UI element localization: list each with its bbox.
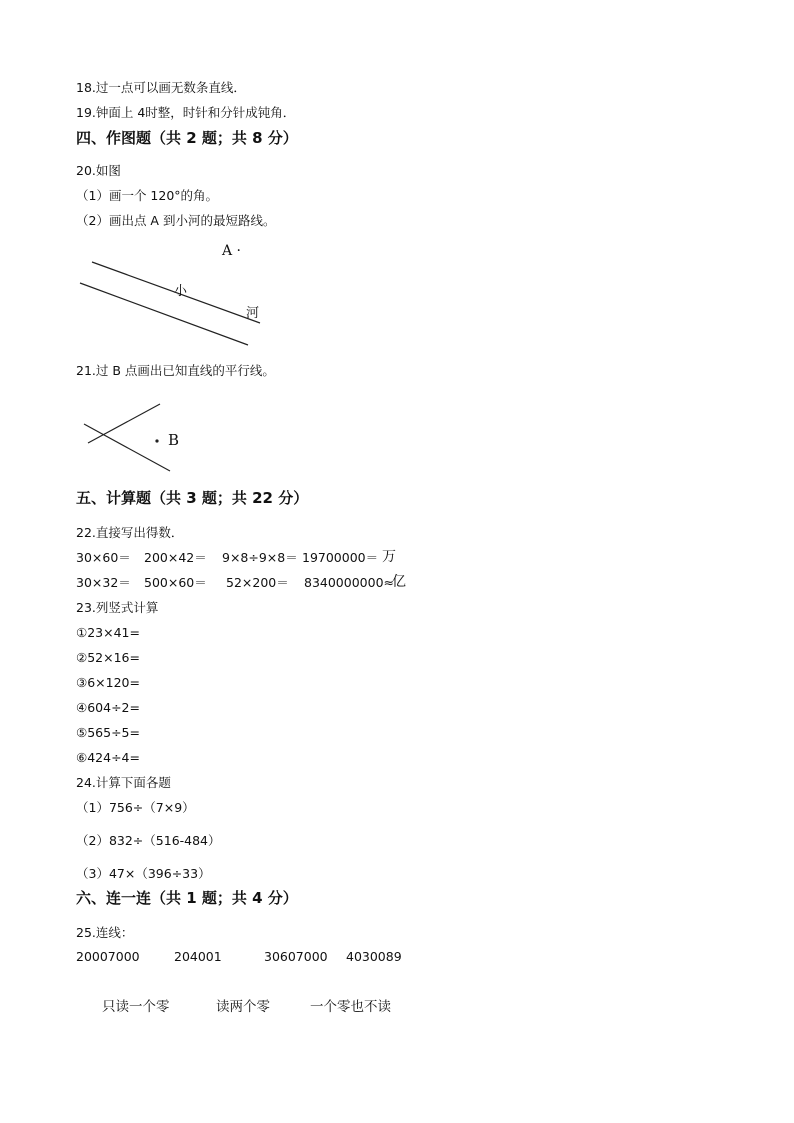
q21-line-1 (88, 404, 160, 443)
section-6-heading: 六、连一连（共 1 题；共 4 分） (76, 889, 298, 907)
q23-item-4: ④604÷2= (76, 700, 140, 715)
calc-r2c4: 8340000000≈ (304, 575, 395, 590)
point-b-dot (155, 439, 158, 442)
calc-r1-unit: 万 (382, 549, 396, 565)
calc-r1c1: 30×60＝ (76, 550, 131, 565)
section-5-heading: 五、计算题（共 3 题；共 22 分） (76, 489, 309, 507)
question-21-title: 21.过 B 点画出已知直线的平行线。 (76, 363, 275, 378)
point-a-label: A · (222, 243, 242, 259)
calc-r2c3: 52×200＝ (226, 575, 289, 590)
calc-r1c2: 200×42＝ (144, 550, 207, 565)
q25-option-1: 只读一个零 (102, 999, 170, 1015)
q23-item-1: ①23×41= (76, 625, 140, 640)
q21-line-2 (84, 424, 170, 471)
calc-r2c2: 500×60＝ (144, 575, 207, 590)
question-23-title: 23.列竖式计算 (76, 600, 159, 615)
q23-item-3: ③6×120= (76, 675, 140, 690)
q24-item-3: （3）47×（396÷33） (76, 866, 211, 881)
q25-number-1: 20007000 (76, 949, 140, 964)
river-bank-lower (80, 283, 248, 345)
q24-item-1: （1）756÷（7×9） (76, 800, 195, 815)
question-18: 18.过一点可以画无数条直线． (76, 80, 246, 95)
question-20-title: 20.如图 (76, 163, 121, 178)
q25-number-2: 204001 (174, 949, 222, 964)
river-label-small: 小 (174, 284, 188, 299)
section-4-heading: 四、作图题（共 2 题；共 8 分） (76, 129, 298, 147)
question-24-title: 24.计算下面各题 (76, 775, 171, 790)
river-label-river: 河 (246, 306, 260, 321)
q23-item-6: ⑥424÷4= (76, 750, 140, 765)
q25-option-2: 读两个零 (216, 999, 270, 1015)
q23-item-5: ⑤565÷5= (76, 725, 140, 740)
question-20-sub1: （1）画一个 120°的角。 (76, 188, 219, 203)
q23-item-2: ②52×16= (76, 650, 140, 665)
q24-item-2: （2）832÷（516-484） (76, 833, 221, 848)
q25-number-3: 30607000 (264, 949, 328, 964)
point-b-label: B (168, 431, 180, 449)
question-19: 19.钟面上 4时整，时针和分针成钝角． (76, 105, 296, 120)
question-20-sub2: （2）画出点 A 到小河的最短路线。 (76, 213, 276, 228)
q25-number-4: 4030089 (346, 949, 402, 964)
calc-r1c4: 19700000＝ (302, 550, 379, 565)
calc-r2c1: 30×32＝ (76, 575, 131, 590)
calc-r2-unit: 亿 (392, 574, 406, 590)
calc-r1c3: 9×8÷9×8＝ (222, 550, 298, 565)
question-25-title: 25.连线： (76, 925, 134, 940)
q25-option-3: 一个零也不读 (310, 999, 391, 1015)
question-22-title: 22.直接写出得数． (76, 525, 184, 540)
